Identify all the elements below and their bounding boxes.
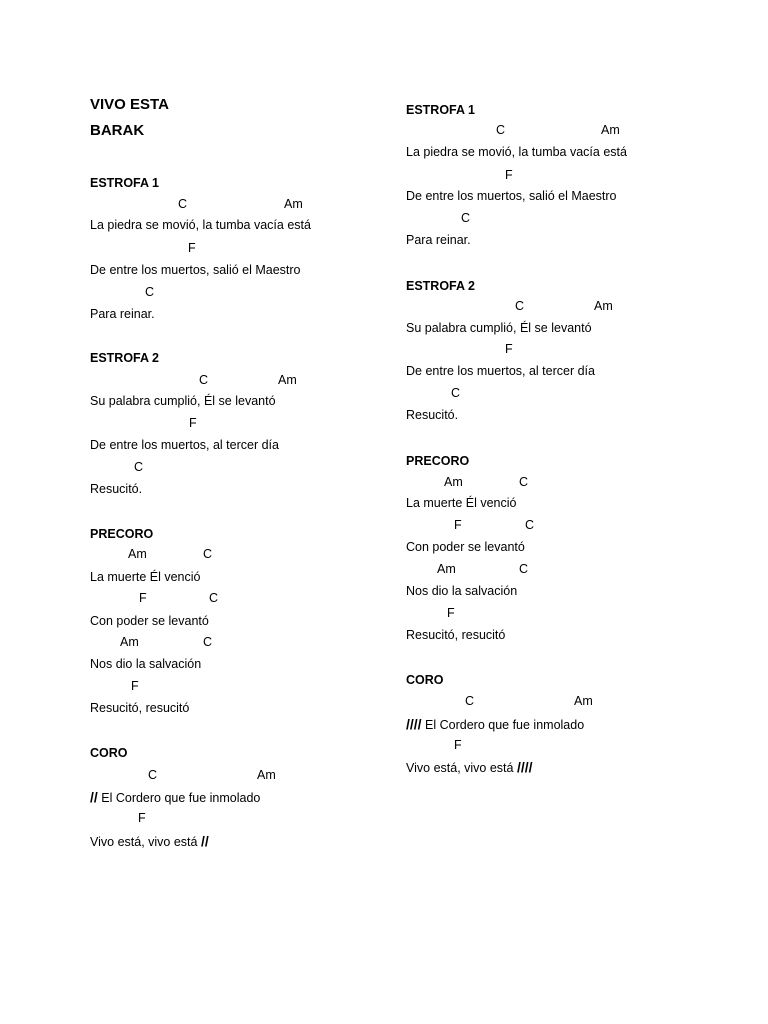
lyric-line xyxy=(406,497,516,510)
lyric-line xyxy=(90,702,189,715)
lyric-text: De entre los muertos, al tercer día xyxy=(406,364,595,378)
lyric-line xyxy=(90,571,200,584)
section-heading: CORO xyxy=(406,673,444,687)
chord: Am xyxy=(257,768,276,782)
repeat-mark: // xyxy=(200,833,209,849)
repeat-mark: //// xyxy=(406,716,422,732)
lyric-text: De entre los muertos, salió el Maestro xyxy=(406,189,617,203)
chord: F xyxy=(189,416,197,430)
lyric-line xyxy=(406,234,471,247)
lyric-text: Vivo está, vivo está xyxy=(90,835,201,849)
chord: C xyxy=(178,197,188,211)
lyric-text: Con poder se levantó xyxy=(90,614,209,628)
section-heading: ESTROFA 2 xyxy=(406,279,475,293)
lyric-text: El Cordero que fue inmolado xyxy=(421,718,585,732)
lyric-text: Nos dio la salvación xyxy=(406,584,518,598)
chord: F xyxy=(138,811,146,825)
lyric-text: La muerte Él venció xyxy=(406,496,517,510)
chord: F xyxy=(447,606,455,620)
lyric-line xyxy=(90,439,279,452)
lyric-line xyxy=(90,483,142,496)
song-artist: BARAK xyxy=(90,122,145,139)
chord: C xyxy=(515,299,525,313)
lyric-line xyxy=(90,615,209,628)
lyric-line xyxy=(90,308,155,321)
chord: C xyxy=(461,211,471,225)
chord: Am xyxy=(120,635,139,649)
lyric-line xyxy=(406,146,627,159)
lyric-line xyxy=(90,219,311,232)
lyric-line xyxy=(90,834,209,849)
section-heading: ESTROFA 1 xyxy=(406,103,475,117)
lyric-text: Para reinar. xyxy=(406,233,471,247)
chord: Am xyxy=(284,197,303,211)
section-heading: CORO xyxy=(90,746,128,760)
lyric-text: De entre los muertos, salió el Maestro xyxy=(90,263,301,277)
chord: C xyxy=(525,518,535,532)
lyric-text: Para reinar. xyxy=(90,307,155,321)
chord: F xyxy=(188,241,196,255)
lyric-text: La piedra se movió, la tumba vacía está xyxy=(90,218,311,232)
chord: F xyxy=(505,168,513,182)
chord: C xyxy=(496,123,506,137)
chord: C xyxy=(203,635,213,649)
song-title: VIVO ESTA xyxy=(90,96,169,113)
chord: C xyxy=(145,285,155,299)
chord: Am xyxy=(444,475,463,489)
lyric-line xyxy=(406,409,458,422)
lyric-text: Resucitó. xyxy=(90,482,143,496)
lyric-line xyxy=(406,365,595,378)
repeat-mark: //// xyxy=(516,759,533,775)
chord: F xyxy=(139,591,147,605)
chord: Am xyxy=(437,562,456,576)
chord: Am xyxy=(574,694,593,708)
lyric-line xyxy=(406,322,592,335)
chord: Am xyxy=(594,299,613,313)
section-heading: ESTROFA 2 xyxy=(90,351,159,365)
lyric-line xyxy=(90,264,301,277)
lyric-line xyxy=(406,541,525,554)
chord: F xyxy=(505,342,513,356)
lyric-line xyxy=(90,395,276,408)
lyric-text: Resucitó, resucitó xyxy=(406,628,506,642)
lyric-line xyxy=(90,790,260,805)
chord: C xyxy=(519,562,529,576)
lyric-line xyxy=(90,658,201,671)
chord: Am xyxy=(278,373,297,387)
section-heading: PRECORO xyxy=(406,454,470,468)
chord: C xyxy=(465,694,475,708)
lyric-text: Nos dio la salvación xyxy=(90,657,202,671)
chord: C xyxy=(148,768,158,782)
chord: Am xyxy=(128,547,147,561)
chord: F xyxy=(454,518,462,532)
repeat-mark: // xyxy=(90,789,98,805)
lyric-text: La piedra se movió, la tumba vacía está xyxy=(406,145,627,159)
chord: F xyxy=(454,738,462,752)
chord: F xyxy=(131,679,139,693)
lyric-line xyxy=(406,717,584,732)
lyric-text: Con poder se levantó xyxy=(406,540,525,554)
chord: C xyxy=(519,475,529,489)
lyric-line xyxy=(406,629,505,642)
chord: Am xyxy=(601,123,620,137)
lyric-text: De entre los muertos, al tercer día xyxy=(90,438,279,452)
chord: C xyxy=(209,591,219,605)
lyric-text: Vivo está, vivo está xyxy=(406,761,517,775)
lyric-text: Su palabra cumplió, Él se levantó xyxy=(90,394,276,408)
lyric-text: Su palabra cumplió, Él se levantó xyxy=(406,321,592,335)
chord: C xyxy=(134,460,144,474)
lyric-text: Resucitó, resucitó xyxy=(90,701,190,715)
lyric-line xyxy=(406,585,517,598)
lyric-text: La muerte Él venció xyxy=(90,570,201,584)
section-heading: PRECORO xyxy=(90,527,154,541)
chord: C xyxy=(203,547,213,561)
chord: C xyxy=(451,386,461,400)
lyric-line xyxy=(406,190,617,203)
chord: C xyxy=(199,373,209,387)
lyric-line xyxy=(406,760,533,775)
lyric-text: Resucitó. xyxy=(406,408,459,422)
section-heading: ESTROFA 1 xyxy=(90,176,159,190)
lyric-text: El Cordero que fue inmolado xyxy=(97,791,261,805)
